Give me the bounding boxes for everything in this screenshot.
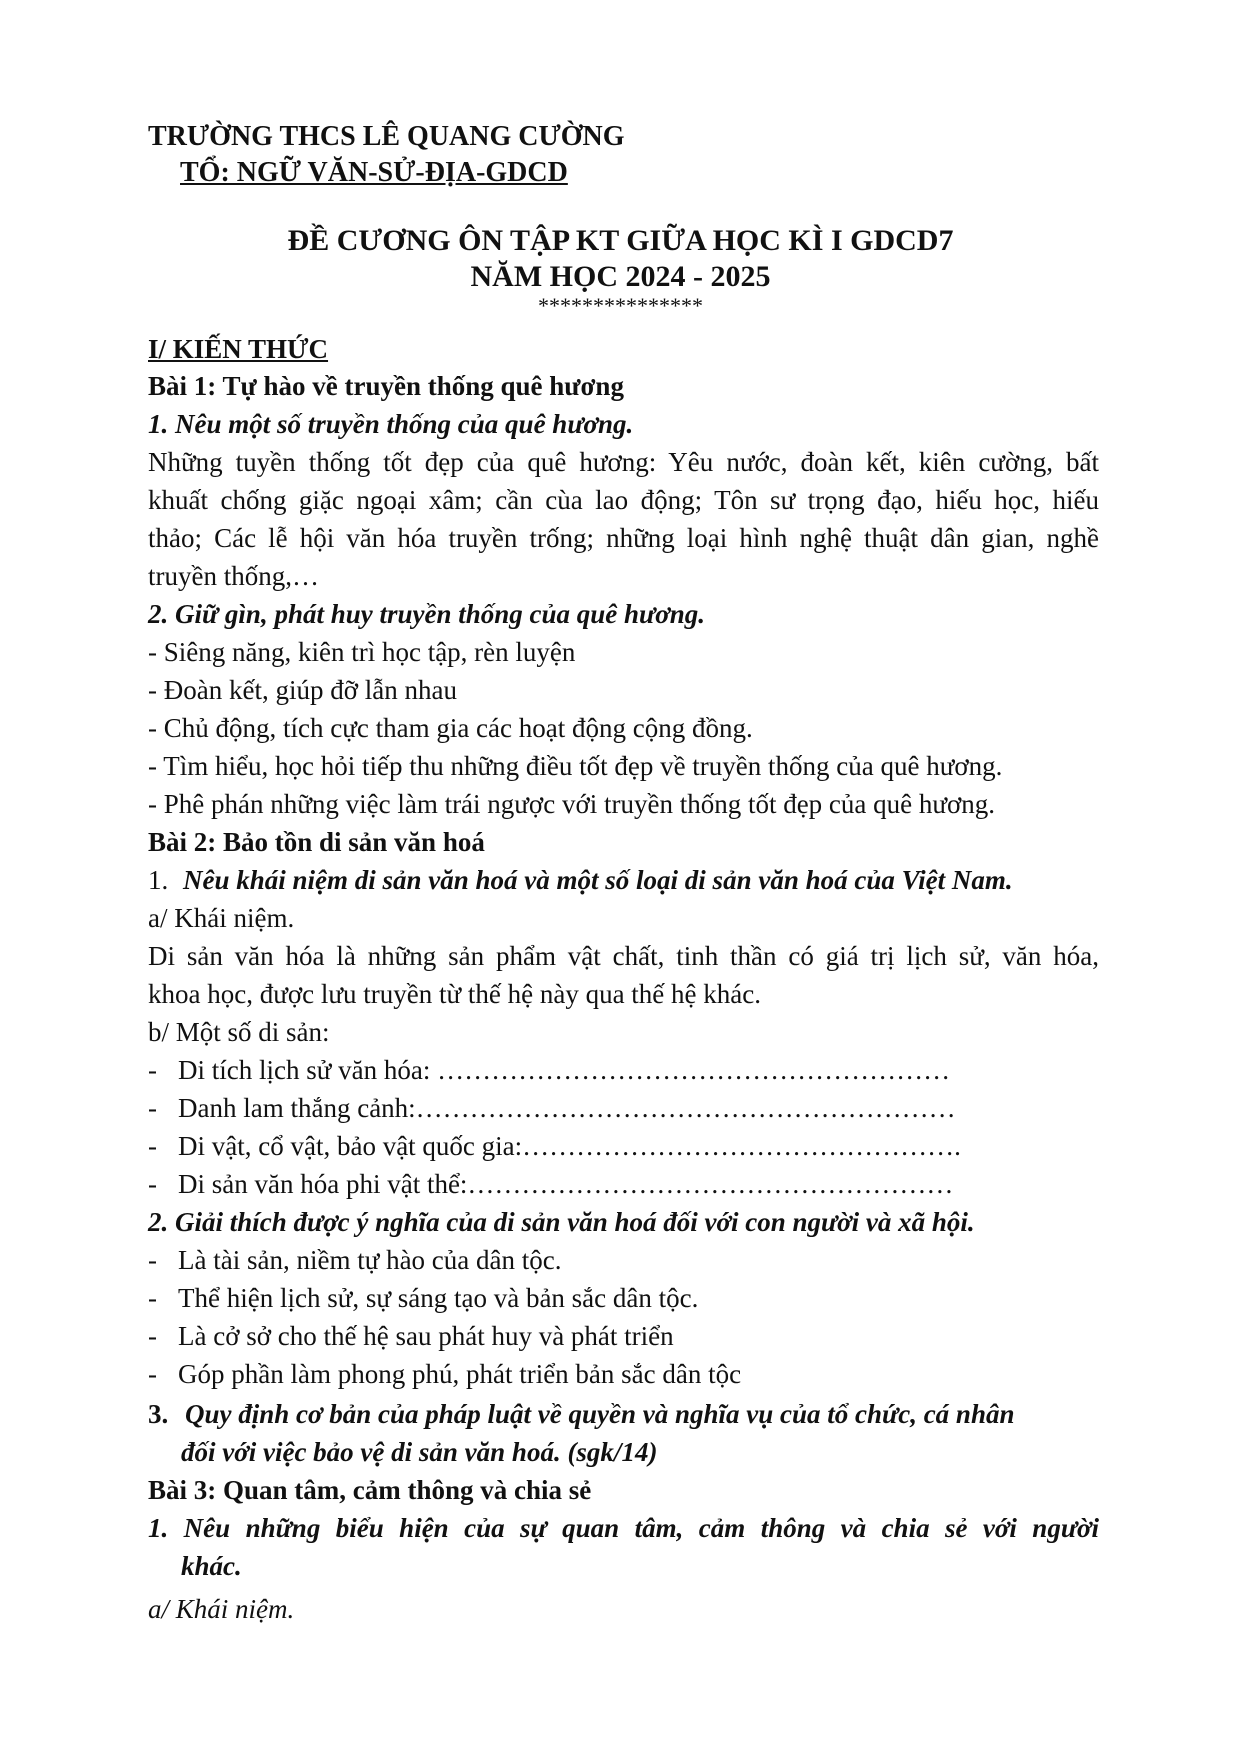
school-year: NĂM HỌC 2024 - 2025 [470,260,771,293]
question-text: Nêu khái niệm di sản văn hoá và một số loại di sản văn hoá của Việt Nam. [183,865,1013,895]
paragraph-line: Di sản văn hóa là những sản phẩm vật chất, tinh thần có giá trị lịch sử, văn hóa, [148,941,1099,971]
heritage-list-item: - Di tích lịch sử văn hóa: ………………………………………………… [148,1055,951,1085]
paragraph-line: khuất chống giặc ngoại xâm; cần cùa lao động; Tôn sư trọng đạo, hiếu học, hiếu [148,485,1099,515]
lesson-3-heading: Bài 3: Quan tâm, cảm thông và chia sẻ [148,1475,592,1505]
list-item: - Góp phần làm phong phú, phát triển bản sắc dân tộc [148,1359,742,1389]
paragraph-line: Những tuyền thống tốt đẹp của quê hương: Yêu nước, đoàn kết, kiên cường, bất [148,447,1099,477]
lesson-1-question-2: 2. Giữ gìn, phát huy truyền thống của quê hương. [148,599,705,629]
lesson-2-question-3 [148,1395,1099,1433]
list-item: - Chủ động, tích cực tham gia các hoạt động cộng đồng. [148,713,753,743]
list-item: - Thể hiện lịch sử, sự sáng tạo và bản sắc dân tộc. [148,1283,699,1313]
lesson-1-question-1: 1. Nêu một số truyền thống của quê hương. [148,409,634,439]
list-item: - Siêng năng, kiên trì học tập, rèn luyện [148,637,576,667]
list-item: - Là tài sản, niềm tự hào của dân tộc. [148,1245,562,1275]
definition-label: a/ Khái niệm. [148,1594,295,1624]
definition-label: a/ Khái niệm. [148,903,295,933]
document-title: ĐỀ CƯƠNG ÔN TẬP KT GIỮA HỌC KÌ I GDCD7 [287,224,954,257]
list-item: - Đoàn kết, giúp đỡ lẫn nhau [148,675,457,705]
lesson-2-heading: Bài 2: Bảo tồn di sản văn hoá [148,827,485,857]
question-text: Quy định cơ bản của pháp luật về quyền và nghĩa vụ của tổ chức, cá nhân [185,1399,1015,1429]
list-item: - Là cở sở cho thế hệ sau phát huy và phát triển [148,1321,674,1351]
title-separator: *************** [538,293,703,318]
heritage-list-label: b/ Một số di sản: [148,1017,330,1047]
question-number: 3. [148,1399,169,1429]
list-item: - Tìm hiểu, học hỏi tiếp thu những điều tốt đẹp về truyền thống của quê hương. [148,751,1003,781]
section-heading: I/ KIẾN THỨC [148,334,329,364]
lesson-3-question-1: 1. Nêu những biểu hiện của sự quan tâm, cảm thông và chia sẻ với người [148,1513,1099,1543]
lesson-2-question-1 [148,861,1099,899]
paragraph-line: truyền thống,… [148,561,319,591]
heritage-list-item: - Di sản văn hóa phi vật thể:……………………………………………… [148,1169,954,1199]
school-name: TRƯỜNG THCS LÊ QUANG CƯỜNG [148,121,625,152]
paragraph-line: thảo; Các lễ hội văn hóa truyền trống; những loại hình nghệ thuật dân gian, nghề [148,523,1099,553]
heritage-list-item: - Danh lam thắng cảnh:…………………………………………………… [148,1093,956,1123]
department-name: TỔ: NGỮ VĂN-SỬ-ĐỊA-GDCD [180,157,568,188]
question-text-continued: đối với việc bảo vệ di sản văn hoá. (sgk/14) [181,1437,658,1467]
question-number: 1. [148,865,169,895]
list-item: - Phê phán những việc làm trái ngược với truyền thống tốt đẹp của quê hương. [148,789,996,819]
lesson-2-question-2: 2. Giải thích được ý nghĩa của di sản văn hoá đối với con người và xã hội. [148,1207,975,1237]
paragraph-line: khoa học, được lưu truyền từ thế hệ này qua thế hệ khác. [148,979,761,1009]
lesson-1-heading: Bài 1: Tự hào về truyền thống quê hương [148,371,624,401]
question-text-continued: khác. [181,1551,242,1581]
heritage-list-item: - Di vật, cổ vật, bảo vật quốc gia:…………………………………………. [148,1131,961,1161]
